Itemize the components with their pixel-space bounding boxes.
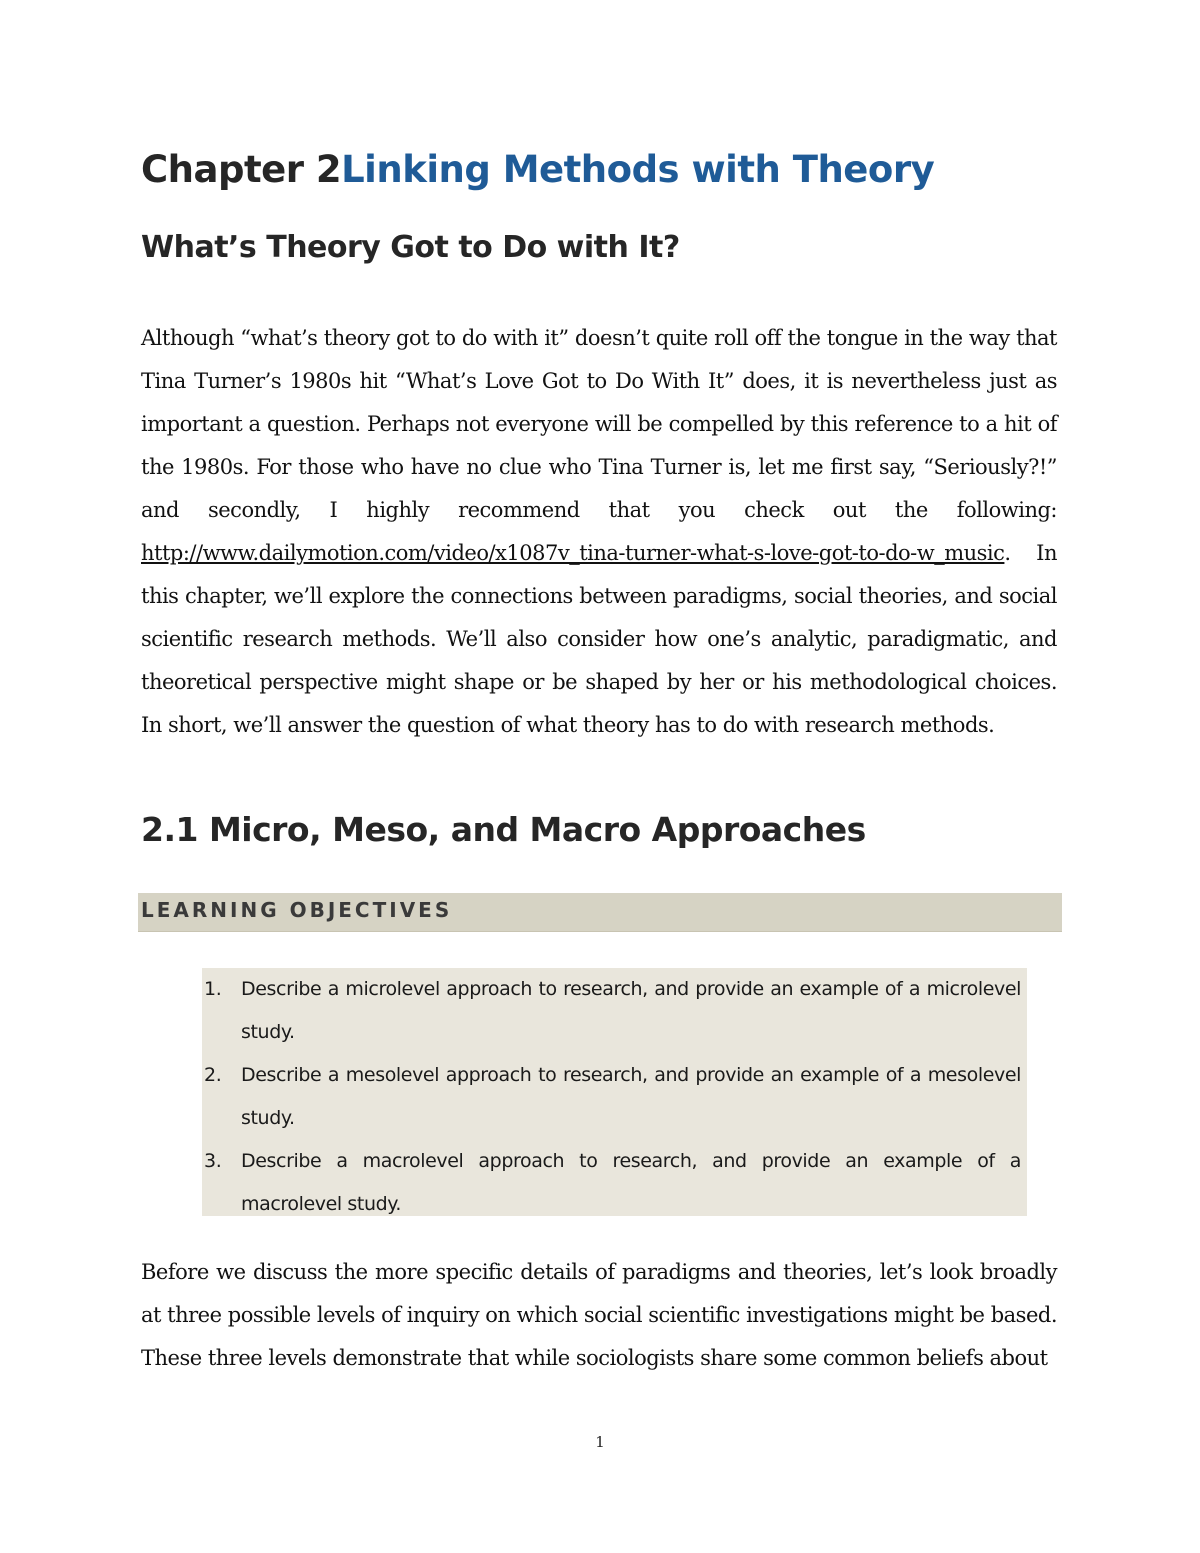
video-link[interactable]: http://www.dailymotion.com/video/x1087v_tina-turner-what-s-love-got-to-do-w_music	[141, 541, 1005, 565]
outro-paragraph: Before we discuss the more specific details of paradigms and theories, let’s look broadly at three possible levels of inquiry on which social scientific investigations might be based. These three levels demonstrate that while sociologists share some common beliefs about	[141, 1260, 1057, 1370]
chapter-subtitle: Linking Methods with Theory	[341, 148, 935, 191]
learning-objectives-box	[202, 968, 1027, 1216]
learning-objective-number: 3.	[204, 1150, 222, 1172]
section-title: What’s Theory Got to Do with It?	[141, 230, 680, 265]
section-2-1-title: 2.1 Micro, Meso, and Macro Approaches	[141, 810, 866, 849]
intro-text-before-link: Although “what’s theory got to do with it” doesn’t quite roll off the tongue in the way that Tina Turner’s 1980s hit “What’s Love Got to Do With It” does, it is nevertheless just as important a question. Perhaps not everyone will be compelled by this reference to a hit of the 1980s. For those who have no clue who Tina Turner is, let me first say, “Seriously?!” and secondly, I highly recommend that you check out the following:	[141, 326, 1057, 522]
learning-objective-number: 2.	[204, 1064, 222, 1086]
learning-objectives-label: LEARNING OBJECTIVES	[141, 898, 453, 922]
learning-objective-text: Describe a mesolevel approach to research, and provide an example of a mesolevel study.	[241, 1064, 1021, 1129]
intro-paragraph	[141, 317, 1057, 747]
page-number: 1	[595, 1433, 605, 1451]
learning-objective-number: 1.	[204, 978, 222, 1000]
learning-objective-item	[202, 1054, 1021, 1140]
learning-objective-text: Describe a macrolevel approach to research, and provide an example of a macrolevel study.	[241, 1150, 1021, 1215]
learning-objective-text: Describe a microlevel approach to research, and provide an example of a microlevel study.	[241, 978, 1021, 1043]
learning-objectives-list	[202, 968, 1027, 1226]
learning-objective-item	[202, 1140, 1021, 1226]
learning-objectives-header	[138, 893, 1062, 932]
intro-text-after-link: . In this chapter, we’ll explore the connections between paradigms, social theories, and social scientific research methods. We’ll also consider how one’s analytic, paradigmatic, and theoretical perspective might shape or be shaped by her or his methodological choices. In short, we’ll answer the question of what theory has to do with research methods.	[141, 541, 1057, 737]
chapter-title	[141, 148, 934, 191]
learning-objective-item	[202, 968, 1021, 1054]
chapter-label: Chapter 2	[141, 148, 342, 191]
